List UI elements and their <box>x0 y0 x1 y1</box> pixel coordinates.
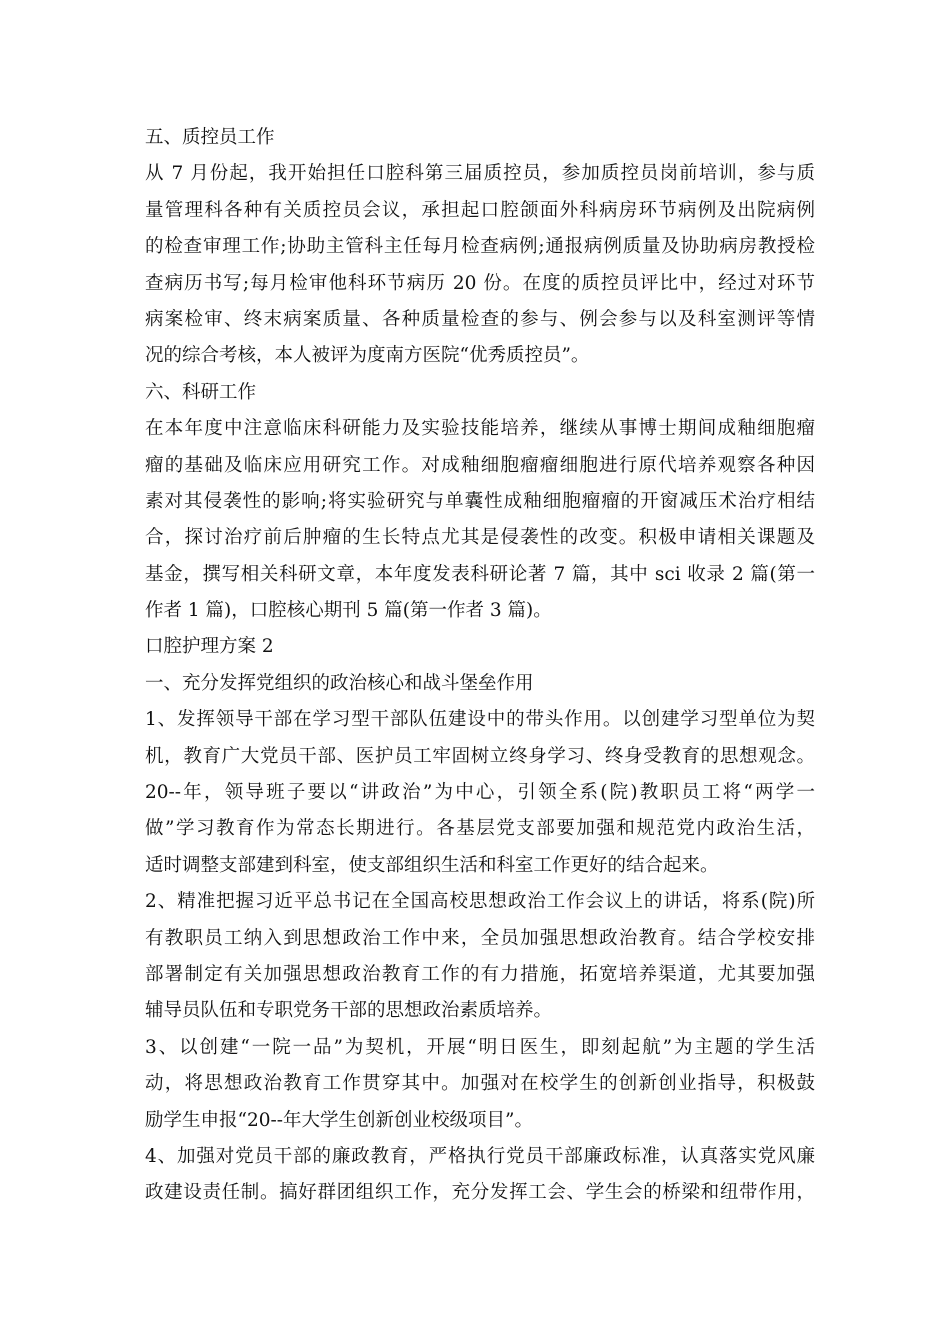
text-line: 的检查审理工作;协助主管科主任每月检查病例;通报病例质量及协助病房教授检 <box>145 236 815 258</box>
text-line: 况的综合考核，本人被评为度南方医院“优秀质控员”。 <box>145 345 590 367</box>
text-line: 瘤的基础及临床应用研究工作。对成釉细胞瘤瘤细胞进行原代培养观察各种因 <box>145 454 815 476</box>
text-line: 量管理科各种有关质控员会议，承担起口腔颌面外科病房环节病例及出院病例 <box>145 199 815 221</box>
text-line: 4、加强对党员干部的廉政教育，严格执行党员干部廉政标准，认真落实党风廉 <box>145 1145 815 1167</box>
text-line: 20--年，领导班子要以“讲政治”为中心，引领全系(院)教职员工将“两学一 <box>145 782 815 804</box>
text-line: 动，将思想政治教育工作贯穿其中。加强对在校学生的创新创业指导，积极鼓 <box>145 1073 815 1095</box>
text-line: 查病历书写;每月检审他科环节病历 20 份。在度的质控员评比中，经过对环节 <box>145 272 815 294</box>
text-line: 口腔护理方案 2 <box>145 636 274 658</box>
text-line: 有教职员工纳入到思想政治工作中来，全员加强思想政治教育。结合学校安排 <box>145 927 815 949</box>
text-line: 政建设责任制。搞好群团组织工作，充分发挥工会、学生会的桥梁和纽带作用， <box>145 1182 815 1204</box>
text-line: 素对其侵袭性的影响;将实验研究与单囊性成釉细胞瘤瘤的开窗减压术治疗相结 <box>145 490 815 512</box>
text-line: 基金，撰写相关科研文章，本年度发表科研论著 7 篇，其中 sci 收录 2 篇(第一 <box>145 563 815 585</box>
text-line: 机，教育广大党员干部、医护员工牢固树立终身学习、终身受教育的思想观念。 <box>145 745 815 767</box>
text-line: 做”学习教育作为常态长期进行。各基层党支部要加强和规范党内政治生活， <box>145 818 815 840</box>
text-line: 2、精准把握习近平总书记在全国高校思想政治工作会议上的讲话，将系(院)所 <box>145 891 815 913</box>
text-line: 一、充分发挥党组织的政治核心和战斗堡垒作用 <box>145 672 534 694</box>
text-line: 作者 1 篇)，口腔核心期刊 5 篇(第一作者 3 篇)。 <box>145 600 552 622</box>
document-body <box>145 120 815 1212</box>
text-line: 在本年度中注意临床科研能力及实验技能培养，继续从事博士期间成釉细胞瘤 <box>145 418 815 440</box>
text-line: 合，探讨治疗前后肿瘤的生长特点尤其是侵袭性的改变。积极申请相关课题及 <box>145 527 815 549</box>
text-line: 辅导员队伍和专职党务干部的思想政治素质培养。 <box>145 1000 553 1022</box>
text-line: 励学生申报“20--年大学生创新创业校级项目”。 <box>145 1109 533 1131</box>
text-line: 从 7 月份起，我开始担任口腔科第三届质控员，参加质控员岗前培训，参与质 <box>145 163 815 185</box>
text-line: 病案检审、终末病案质量、各种质量检查的参与、例会参与以及科室测评等情 <box>145 308 815 330</box>
text-line: 3、以创建“一院一品”为契机，开展“明日医生，即刻起航”为主题的学生活 <box>145 1036 815 1058</box>
text-line: 六、科研工作 <box>145 381 257 403</box>
text-line: 部署制定有关加强思想政治教育工作的有力措施，拓宽培养渠道，尤其要加强 <box>145 963 815 985</box>
text-line: 1、发挥领导干部在学习型干部队伍建设中的带头作用。以创建学习型单位为契 <box>145 709 815 731</box>
text-line: 适时调整支部建到科室，使支部组织生活和科室工作更好的结合起来。 <box>145 854 719 876</box>
text-line: 五、质控员工作 <box>145 127 275 148</box>
